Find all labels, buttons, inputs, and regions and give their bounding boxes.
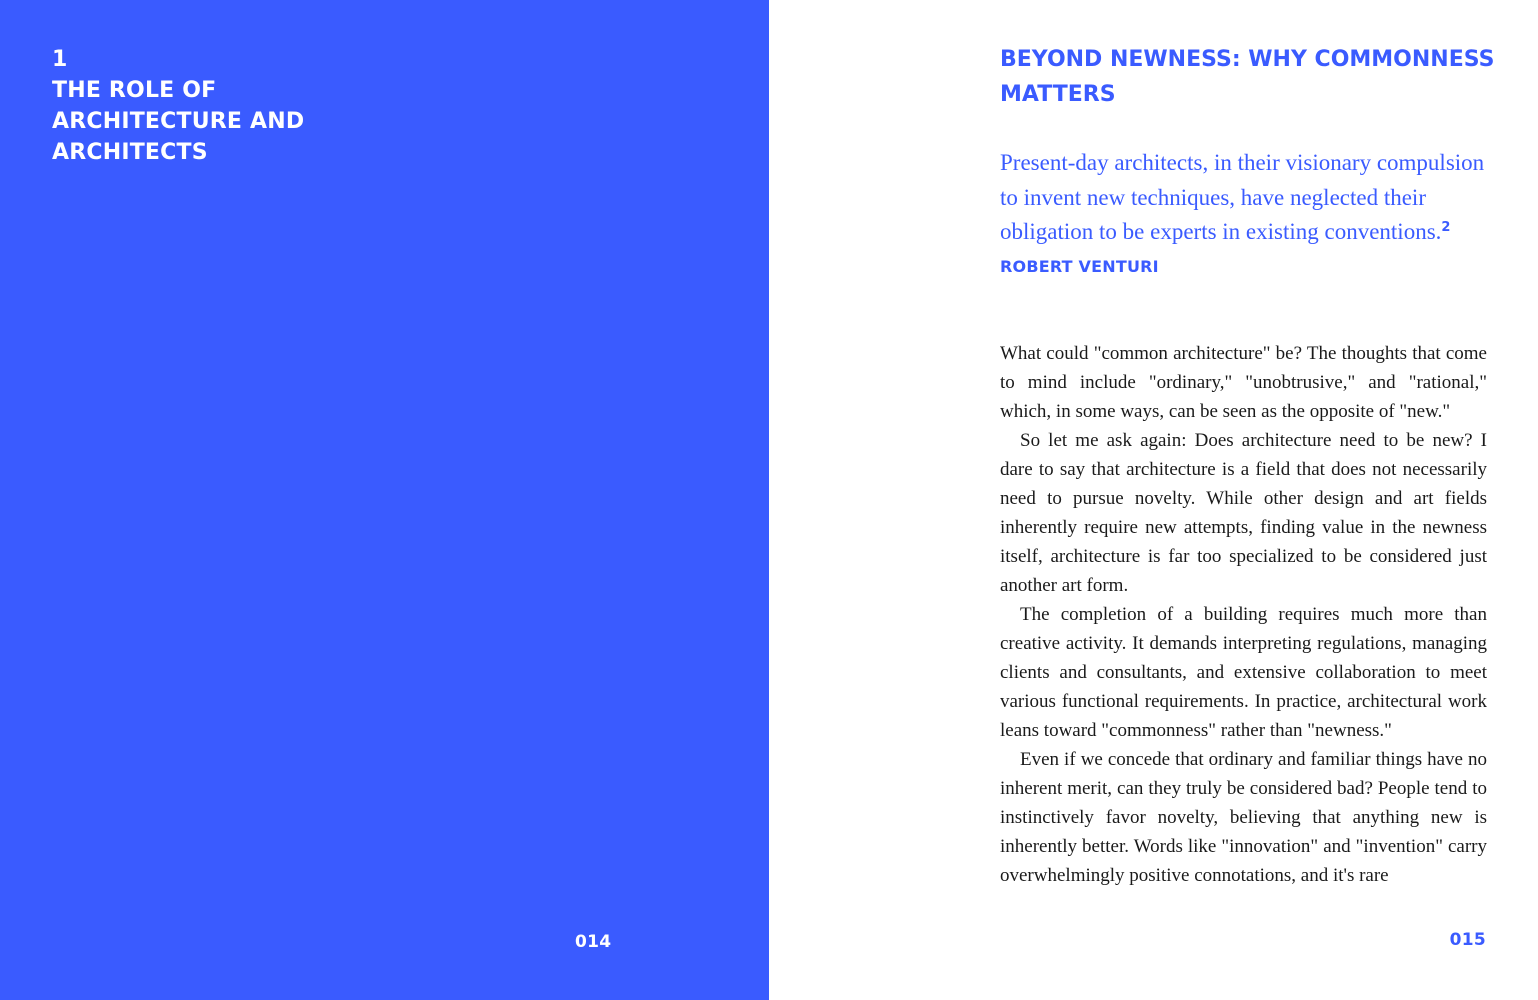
body-paragraph: The completion of a building requires much more than creative activity. It demands interpreting regulations, managing clients and consultants, and extensive collaboration to meet various functional requirements. In practice, architectural work leans toward "commonness" rather than "newness." xyxy=(1000,604,1487,741)
epigraph-attribution: ROBERT VENTURI xyxy=(1000,257,1159,276)
chapter-heading xyxy=(52,44,304,168)
body-text xyxy=(1000,339,1487,891)
chapter-title-line: ARCHITECTURE AND xyxy=(52,109,305,134)
chapter-title-line: ARCHITECTS xyxy=(52,140,208,165)
chapter-number: 1 xyxy=(52,47,68,72)
right-page xyxy=(769,0,1538,1000)
epigraph-text: Present-day architects, in their visionary compulsion to invent new techniques, have neglected their obligation to be experts in existing conventions. xyxy=(1000,150,1485,244)
section-title: BEYOND NEWNESS: WHY COMMONNESS MATTERS xyxy=(1000,47,1495,107)
footnote-marker: 2 xyxy=(1441,220,1451,235)
page-number-left: 014 xyxy=(575,932,612,952)
body-paragraph: What could "common architecture" be? The thoughts that come to mind include "ordinary," "unobtrusive," and "rational," which, in some ways, can be seen as the opposite of "new." xyxy=(1000,343,1487,422)
body-paragraph: So let me ask again: Does architecture need to be new? I dare to say that architecture is a field that does not necessarily need to pursue novelty. While other design and art fields inherently require new attempts, finding value in the newness itself, architecture is far too specialized to be considered just another art form. xyxy=(1000,430,1487,596)
chapter-title-line: THE ROLE OF xyxy=(52,78,217,103)
body-paragraph: Even if we concede that ordinary and familiar things have no inherent merit, can they truly be considered bad? People tend to instinctively favor novelty, believing that anything new is inherently better. Words like "innovation" and "invention" carry overwhelmingly positive connotations, and it's rare xyxy=(1000,749,1487,886)
epigraph-quote xyxy=(1000,146,1490,250)
page-number-right: 015 xyxy=(1449,930,1486,950)
